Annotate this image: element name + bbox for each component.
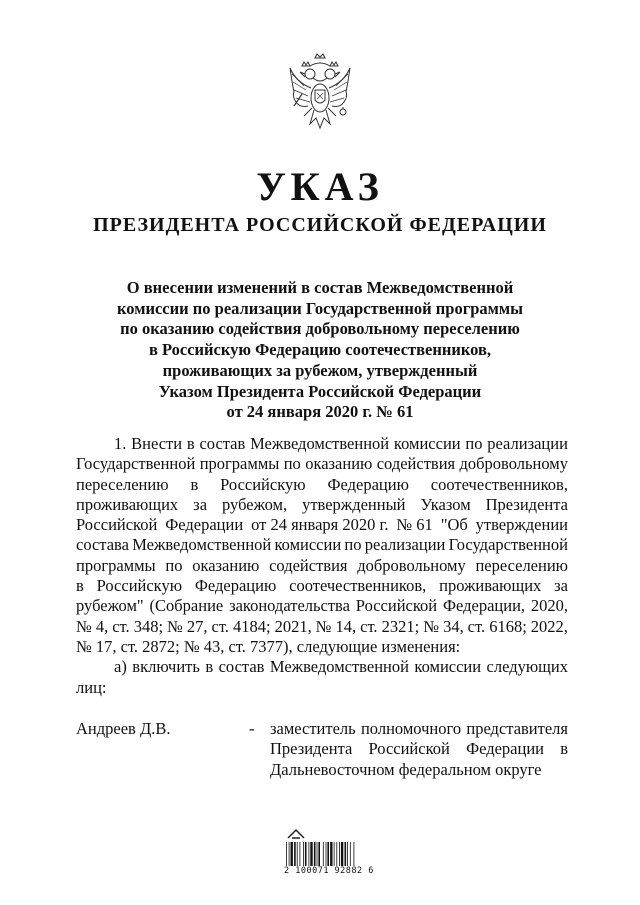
word: от 24 января 2020 г. bbox=[251, 515, 389, 535]
text-line bbox=[76, 495, 568, 515]
word: Внести bbox=[131, 434, 183, 453]
word: оказанию bbox=[305, 454, 373, 474]
heading-line: по оказанию содействия добровольному переселению bbox=[120, 319, 520, 339]
heading-line: О внесении изменений в состав Межведомственной bbox=[126, 278, 514, 297]
barcode-bar bbox=[309, 842, 310, 866]
heading-line: Указом Президента Российской Федерации bbox=[158, 381, 482, 401]
word: представителя bbox=[466, 719, 568, 738]
word: состава bbox=[76, 535, 129, 555]
word: № 14, bbox=[315, 616, 357, 636]
word: в bbox=[560, 739, 568, 759]
text-line bbox=[76, 475, 568, 495]
word: 2021, bbox=[274, 616, 312, 636]
word: а) bbox=[114, 657, 127, 677]
word: в bbox=[190, 474, 199, 494]
barcode-bar bbox=[334, 842, 335, 866]
word: утвержденный bbox=[302, 494, 406, 514]
text-line bbox=[76, 434, 568, 454]
appointee-position bbox=[270, 719, 568, 780]
word: утверждении bbox=[475, 515, 568, 535]
barcode-bar bbox=[350, 842, 351, 866]
barcode-bar bbox=[318, 842, 320, 866]
decree-heading bbox=[110, 278, 530, 423]
word: реализации bbox=[487, 434, 568, 453]
word: лиц: bbox=[76, 677, 107, 697]
barcode-bar bbox=[310, 842, 312, 866]
text-line bbox=[76, 515, 568, 535]
decree-title: УКАЗ bbox=[256, 164, 384, 209]
word: Российскую bbox=[220, 474, 306, 494]
barcode-bar bbox=[300, 842, 301, 866]
word: в bbox=[186, 434, 195, 453]
word: № 27, bbox=[167, 616, 208, 636]
word: содействия bbox=[269, 555, 348, 575]
word: Федерацию bbox=[194, 576, 277, 596]
text-line bbox=[76, 556, 568, 576]
word: ст. 348; bbox=[112, 616, 164, 636]
coat-of-arms-icon bbox=[284, 52, 356, 138]
word: Указом bbox=[420, 494, 471, 514]
barcode-bar bbox=[326, 842, 327, 866]
barcode-number: 2 100071 92882 6 bbox=[284, 866, 374, 876]
word: Российскую bbox=[96, 576, 183, 596]
text-line bbox=[76, 637, 568, 657]
word: состав bbox=[199, 434, 246, 453]
text-line bbox=[76, 454, 568, 474]
decree-subtitle: ПРЕЗИДЕНТА РОССИЙСКОЙ ФЕДЕРАЦИИ bbox=[93, 214, 547, 236]
word: ст. 6168; bbox=[467, 616, 527, 636]
barcode-bar bbox=[303, 842, 304, 866]
word: рубежом" bbox=[76, 596, 144, 616]
word: полномочного bbox=[360, 719, 462, 738]
barcode-bar bbox=[339, 842, 340, 866]
barcode-bar bbox=[289, 842, 290, 866]
word: проживающих bbox=[76, 494, 179, 514]
word: Российской bbox=[355, 596, 438, 616]
barcode-bar bbox=[305, 842, 307, 866]
word: добровольному bbox=[357, 555, 466, 575]
word: по bbox=[465, 434, 483, 453]
word: оказанию bbox=[192, 555, 260, 575]
word: Российской bbox=[76, 515, 158, 535]
word: (Собрание bbox=[149, 596, 224, 616]
word: комиссии bbox=[274, 535, 342, 555]
word: № 4, bbox=[76, 616, 109, 636]
barcode-bar bbox=[347, 842, 348, 866]
word: Государственной bbox=[76, 454, 196, 474]
word: по bbox=[165, 555, 183, 575]
word: переселению bbox=[76, 474, 169, 494]
word: Федерацию bbox=[327, 474, 409, 494]
word: следующих bbox=[486, 657, 568, 677]
word: проживающих bbox=[439, 576, 542, 596]
printing-house-logo-icon bbox=[286, 828, 306, 840]
text-line bbox=[76, 576, 568, 596]
word: "Об bbox=[440, 515, 468, 535]
word: заместитель bbox=[270, 719, 356, 738]
barcode-bar bbox=[291, 842, 293, 866]
word: реализации bbox=[364, 535, 446, 555]
barcode-bar bbox=[345, 842, 347, 866]
word: в bbox=[76, 576, 84, 596]
barcode-bar bbox=[297, 842, 298, 866]
heading-line: в Российскую Федерацию соотечественников, bbox=[148, 340, 492, 360]
word: Федерации bbox=[165, 515, 244, 535]
text-line bbox=[76, 657, 568, 677]
word: в bbox=[205, 657, 214, 677]
barcode-bar bbox=[294, 842, 296, 866]
appointee-name: Андреев Д.В. bbox=[76, 719, 171, 738]
text-line bbox=[270, 760, 568, 780]
word: Межведомственной bbox=[269, 657, 409, 677]
word: 2020, bbox=[530, 596, 568, 616]
barcode-bar bbox=[286, 842, 287, 866]
word: Президента bbox=[485, 494, 568, 514]
word: включить bbox=[132, 657, 200, 677]
word: ст. 4184; bbox=[211, 616, 271, 636]
word: Российской bbox=[368, 739, 450, 759]
text-line bbox=[270, 739, 568, 759]
barcode-bar bbox=[323, 842, 324, 866]
text-line bbox=[76, 596, 568, 616]
word: № 34, bbox=[423, 616, 464, 636]
word: рубежом, bbox=[222, 494, 288, 514]
barcode-icon bbox=[286, 842, 356, 868]
heading-line: проживающих за рубежом, утвержденный bbox=[162, 360, 478, 380]
word: законодательства bbox=[229, 596, 350, 616]
word: программы bbox=[199, 454, 280, 474]
decree-body bbox=[76, 434, 568, 698]
barcode-bar bbox=[314, 842, 316, 866]
word: Федерации bbox=[466, 739, 544, 759]
text-line bbox=[270, 719, 568, 739]
word: Федерации, bbox=[442, 596, 526, 616]
heading-line: комиссии по реализации Государственной программы bbox=[117, 298, 523, 318]
word: переселению bbox=[475, 555, 568, 575]
barcode-bar bbox=[330, 842, 332, 866]
word: содействия bbox=[376, 454, 456, 474]
word: по bbox=[283, 454, 301, 474]
word: соотечественников, bbox=[289, 576, 427, 596]
barcode-bar bbox=[327, 842, 329, 866]
word: ст. 2321; bbox=[360, 616, 420, 636]
text-line bbox=[76, 617, 568, 637]
word: по bbox=[344, 535, 362, 555]
text-line bbox=[76, 535, 568, 555]
barcode-bar bbox=[354, 842, 355, 866]
barcode-bar bbox=[336, 842, 337, 866]
word: за bbox=[554, 576, 568, 596]
word: Межведомственной bbox=[250, 434, 390, 453]
word: состав bbox=[218, 657, 265, 677]
word: Межведомственной bbox=[132, 535, 272, 555]
word: добровольному bbox=[459, 454, 568, 474]
word: Государственной bbox=[448, 535, 568, 555]
appointment-dash: - bbox=[249, 719, 255, 738]
word: соотечественников, bbox=[430, 474, 568, 494]
word: № 61 bbox=[396, 515, 433, 535]
word: 2022, bbox=[530, 616, 568, 636]
word: программы bbox=[76, 555, 156, 575]
word: за bbox=[193, 494, 208, 514]
barcode-bar bbox=[317, 842, 318, 866]
text-line bbox=[76, 678, 568, 698]
word: Президента bbox=[270, 739, 353, 759]
word: комиссии bbox=[414, 657, 482, 677]
word: № 17, ст. 2872; № 43, ст. 7377), следующие изменения: bbox=[76, 636, 461, 656]
document-barcode bbox=[282, 828, 372, 878]
heading-line: от 24 января 2020 г. № 61 bbox=[226, 402, 414, 422]
barcode-bar bbox=[341, 842, 343, 866]
word: 1. bbox=[114, 434, 127, 453]
word: Дальневосточном федеральном округе bbox=[270, 759, 542, 779]
word: комиссии bbox=[393, 434, 461, 453]
